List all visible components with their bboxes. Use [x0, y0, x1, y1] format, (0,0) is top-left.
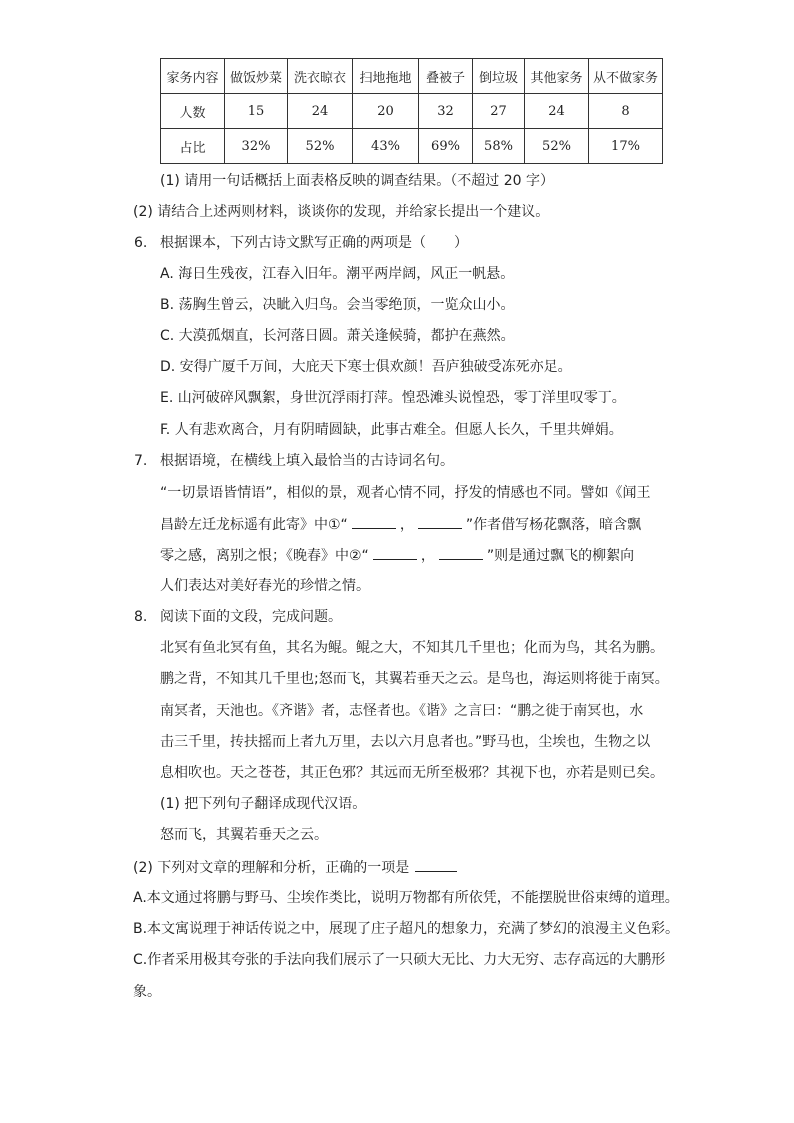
table-header-cell: 扫地拖地: [353, 59, 419, 94]
fill-blank[interactable]: [439, 545, 483, 560]
q8-passage-line: 击三千里，抟扶摇而上者九万里，去以六月息者也。”野马也，尘埃也，生物之以: [160, 734, 651, 750]
q7-number: 7.: [134, 453, 148, 469]
table-cell: 17%: [589, 129, 663, 164]
q8-passage-line: 北冥有鱼北冥有鱼，其名为鲲。鲲之大，不知其几千里也；化而为鸟，其名为鹏。: [160, 640, 664, 656]
q8-choice-c-continued: 象。: [133, 984, 161, 1000]
q6-option-c: C. 大漠孤烟直，长河落日圆。萧关逢候骑，都护在燕然。: [160, 328, 515, 344]
table-header-row: [161, 59, 663, 94]
table-row: [161, 129, 663, 164]
q7-paragraph-line: [160, 545, 634, 566]
table-header-cell: 其他家务: [525, 59, 589, 94]
answer-blank[interactable]: [415, 857, 457, 872]
table-cell: 52%: [288, 129, 353, 164]
q6-stem: 根据课本，下列古诗文默写正确的两项是（ ）: [160, 235, 468, 251]
table-cell: 20: [353, 94, 419, 129]
fill-blank[interactable]: [352, 514, 396, 529]
table-cell: 32: [419, 94, 473, 129]
table-cell: 43%: [353, 129, 419, 164]
q7-paragraph-line: 人们表达对美好春光的珍惜之情。: [160, 578, 370, 594]
table-header-cell: 倒垃圾: [473, 59, 525, 94]
table-cell: 69%: [419, 129, 473, 164]
q8-passage-line: 南冥者，天池也。《齐谐》者，志怪者也。《谐》之言曰：“鹏之徙于南冥也，水: [160, 703, 644, 719]
table-cell: 32%: [225, 129, 288, 164]
q6-option-b: B. 荡胸生曾云，决眦入归鸟。会当零绝顶，一览众山小。: [160, 297, 515, 313]
q5-sub1: (1) 请用一句话概括上面表格反映的调查结果。（不超过 20 字）: [160, 173, 554, 189]
q8-sub2-text: (2) 下列对文章的理解和分析，正确的一项是: [133, 860, 410, 876]
survey-table: [160, 58, 663, 164]
table-cell: 15: [225, 94, 288, 129]
q7-paragraph-line: [160, 514, 641, 535]
table-header-cell: 家务内容: [161, 59, 225, 94]
q8-sub2: [133, 857, 457, 878]
fill-blank[interactable]: [418, 514, 462, 529]
q6-number: 6.: [134, 235, 148, 251]
q7-text: ”作者借写杨花飘落，暗含飘: [465, 517, 642, 533]
q8-choice-a: A.本文通过将鹏与野马、尘埃作类比，说明万物都有所依凭，不能摆脱世俗束缚的道理。: [133, 890, 679, 906]
table-cell: 24: [288, 94, 353, 129]
q7-stem: 根据语境，在横线上填入最恰当的古诗词名句。: [160, 453, 454, 469]
table-header-cell: 叠被子: [419, 59, 473, 94]
q7-text: ，: [399, 517, 414, 533]
q8-stem: 阅读下面的文段，完成问题。: [160, 609, 342, 625]
q7-text: ”则是通过飘飞的柳絮向: [486, 548, 635, 564]
table-cell: 占比: [161, 129, 225, 164]
q6-option-a: A. 海日生残夜，江春入旧年。潮平两岸阔，风正一帆悬。: [160, 266, 515, 282]
table-row: [161, 94, 663, 129]
q8-choice-b: B.本文寓说理于神话传说之中，展现了庄子超凡的想象力，充满了梦幻的浪漫主义色彩。: [133, 921, 680, 937]
q6-option-d: D. 安得广厦千万间，大庇天下寒士俱欢颜！吾庐独破受冻死亦足。: [160, 359, 572, 375]
table-cell: 人数: [161, 94, 225, 129]
table-header-cell: 洗衣晾衣: [288, 59, 353, 94]
q7-text: 零之感，离别之恨；《晚春》中②“: [160, 548, 369, 564]
q6-option-f: F. 人有悲欢离合，月有阴晴圆缺，此事古难全。但愿人长久，千里共婵娟。: [160, 422, 623, 438]
table-cell: 8: [589, 94, 663, 129]
q7-text: ，: [420, 548, 435, 564]
q8-passage-line: 息相吹也。天之苍苍，其正色邪？其远而无所至极邪？其视下也，亦若是则已矣。: [160, 765, 664, 781]
table-header-cell: 从不做家务: [589, 59, 663, 94]
table-cell: 52%: [525, 129, 589, 164]
q8-passage-line: 鹏之背，不知其几千里也;怒而飞，其翼若垂天之云。是鸟也，海运则将徙于南冥。: [160, 671, 669, 687]
table-cell: 27: [473, 94, 525, 129]
table-cell: 58%: [473, 129, 525, 164]
q7-text: 昌龄左迁龙标遥有此寄》中①“: [160, 517, 348, 533]
q8-sub1: (1) 把下列句子翻译成现代汉语。: [160, 796, 367, 812]
table-cell: 24: [525, 94, 589, 129]
fill-blank[interactable]: [373, 545, 417, 560]
q5-sub2: (2) 请结合上述两则材料，谈谈你的发现，并给家长提出一个建议。: [133, 204, 550, 220]
q7-paragraph-line: “一切景语皆情语”，相似的景，观者心情不同，抒发的情感也不同。譬如《闻王: [160, 485, 651, 501]
q8-number: 8.: [134, 609, 148, 625]
q6-option-e: E. 山河破碎风飘絮，身世沉浮雨打萍。惶恐滩头说惶恐，零丁洋里叹零丁。: [160, 390, 626, 406]
table-header-cell: 做饭炒菜: [225, 59, 288, 94]
q8-sub1-sentence: 怒而飞，其翼若垂天之云。: [160, 827, 328, 843]
q8-choice-c: C.作者采用极其夸张的手法向我们展示了一只硕大无比、力大无穷、志存高远的大鹏形: [133, 952, 666, 968]
